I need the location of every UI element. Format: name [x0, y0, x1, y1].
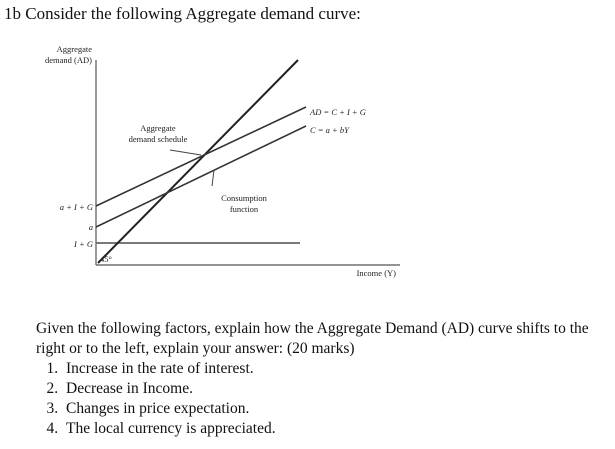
list-item: 2. Decrease in Income. [62, 379, 614, 399]
y-axis-label-line-1: Aggregate [56, 44, 92, 54]
x-axis-label: Income (Y) [356, 268, 396, 278]
question-heading: 1b Consider the following Aggregate demand curve: [4, 4, 361, 23]
factor-list [36, 359, 614, 439]
consumption-caption-line-1: Consumption [221, 193, 267, 203]
question-body [36, 319, 614, 439]
ad-line-label: AD = C + I + G [310, 107, 366, 117]
angle-label: 45° [100, 254, 112, 264]
consumption-line [96, 126, 306, 227]
schedule-caption-line-2: demand schedule [128, 134, 188, 144]
schedule-caption-line-1: Aggregate [140, 123, 176, 133]
forty-five-degree-line [98, 60, 298, 263]
question-intro: Given the following factors, explain how the Aggregate Demand (AD) curve shifts to the right or to the left, explain your answer: (20 marks) [36, 320, 589, 357]
y-tick-a: a [88, 222, 93, 232]
y-axis-label-line-2: demand (AD) [45, 55, 92, 65]
schedule-pointer [170, 150, 201, 155]
y-tick-i-plus-g: I + G [74, 239, 93, 249]
consumption-pointer [212, 170, 214, 186]
list-item: 3. Changes in price expectation. [62, 399, 614, 419]
list-item: 1. Increase in the rate of interest. [62, 359, 614, 379]
list-item: 4. The local currency is appreciated. [62, 419, 614, 439]
consumption-line-label: C = a + bY [310, 125, 349, 135]
consumption-caption-line-2: function [229, 204, 259, 214]
y-tick-a-plus-i-plus-g: a + I + G [59, 202, 93, 212]
aggregate-demand-line [96, 107, 306, 206]
